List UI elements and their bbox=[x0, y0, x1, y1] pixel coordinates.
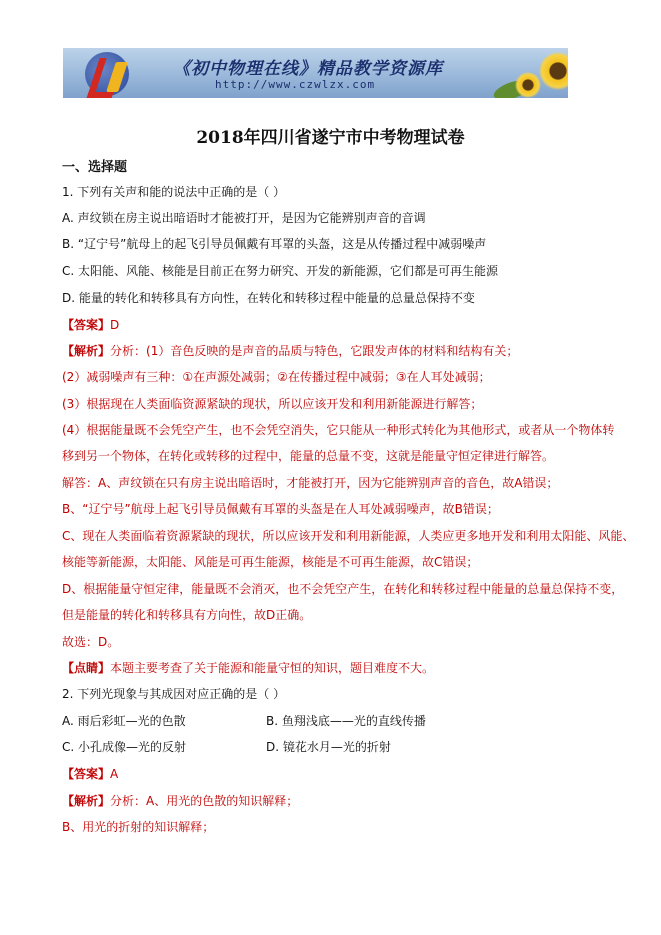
question-1-analysis-line: B、“辽宁号”航母上起飞引导员佩戴有耳罩的头盔是在人耳处减弱噪声，故B错误； bbox=[62, 502, 499, 516]
question-1-analysis-line: (4）根据能量既不会凭空产生，也不会凭空消失，它只能从一种形式转化为其他形式，或者从一个物体转 bbox=[62, 423, 615, 437]
answer-value: A bbox=[110, 767, 119, 781]
question-1-analysis-line: 解答：A、声纹锁在只有房主说出暗语时，才能被打开，因为它能辨别声音的音色，故A错误； bbox=[62, 476, 559, 490]
question-1-stem: 1. 下列有关声和能的说法中正确的是（ ） bbox=[62, 185, 286, 199]
question-2-option-a: A. 雨后彩虹—光的色散 bbox=[62, 714, 186, 728]
banner-title: 《初中物理在线》精品教学资源库 bbox=[173, 59, 443, 79]
section-heading: 一、选择题 bbox=[62, 160, 128, 175]
document-title: 2018年四川省遂宁市中考物理试卷 bbox=[196, 128, 465, 148]
question-2-stem: 2. 下列光现象与其成因对应正确的是（ ） bbox=[62, 687, 286, 701]
question-1-analysis-line: (3）根据现在人类面临资源紧缺的现状，所以应该开发和利用新能源进行解答； bbox=[62, 397, 483, 411]
question-1-option-d: D. 能量的转化和转移具有方向性，在转化和转移过程中能量的总量总保持不变 bbox=[62, 291, 475, 305]
question-2-option-d: D. 镜花水月—光的折射 bbox=[266, 740, 391, 754]
analysis-text: 分析：(1）音色反映的是声音的品质与特色，它跟发声体的材料和结构有关； bbox=[110, 344, 519, 358]
question-1-analysis-line: 移到另一个物体，在转化或转移的过程中，能量的总量不变，这就是能量守恒定律进行解答。 bbox=[62, 449, 555, 463]
question-1-option-c: C. 太阳能、风能、核能是目前正在努力研究、开发的新能源，它们都是可再生能源 bbox=[62, 264, 499, 278]
question-1-analysis-line: D、根据能量守恒定律，能量既不会消灭，也不会凭空产生，在转化和转移过程中能量的总量总保持不变， bbox=[62, 582, 624, 596]
question-1-analysis-line: 故选：D。 bbox=[62, 635, 120, 649]
question-1-analysis-line bbox=[62, 344, 518, 358]
question-2-answer bbox=[62, 767, 118, 781]
banner-url: http://www.czwlzx.com bbox=[215, 78, 376, 91]
analysis-label: 【解析】 bbox=[62, 794, 111, 808]
analysis-label: 【解析】 bbox=[62, 344, 111, 358]
answer-value: D bbox=[110, 318, 120, 332]
answer-label: 【答案】 bbox=[62, 767, 111, 781]
header-banner bbox=[63, 48, 568, 98]
question-1-option-a: A. 声纹锁在房主说出暗语时才能被打开，是因为它能辨别声音的音调 bbox=[62, 211, 426, 225]
question-1-option-b: B. “辽宁号”航母上的起飞引导员佩戴有耳罩的头盔，这是从传播过程中减弱噪声 bbox=[62, 237, 487, 251]
comment-text: 本题主要考查了关于能源和能量守恒的知识，题目难度不大。 bbox=[110, 661, 435, 675]
question-2-analysis-line: B、用光的折射的知识解释； bbox=[62, 820, 215, 834]
question-1-analysis-line: 核能等新能源，太阳能、风能是可再生能源，核能是不可再生能源，故C错误； bbox=[62, 555, 479, 569]
analysis-text: 分析：A、用光的色散的知识解释； bbox=[110, 794, 299, 808]
question-2-analysis-line bbox=[62, 794, 298, 808]
question-1-analysis-line: 但是能量的转化和转移具有方向性，故D正确。 bbox=[62, 608, 312, 622]
question-2-option-c: C. 小孔成像—光的反射 bbox=[62, 740, 187, 754]
answer-label: 【答案】 bbox=[62, 318, 111, 332]
question-2-option-b: B. 鱼翔浅底——光的直线传播 bbox=[266, 714, 426, 728]
question-1-comment bbox=[62, 661, 434, 675]
question-2-options-row-2 bbox=[62, 740, 582, 754]
sunflower-small-decoration bbox=[515, 72, 541, 98]
comment-label: 【点睛】 bbox=[62, 661, 111, 675]
question-1-analysis-line: (2）减弱噪声有三种：①在声源处减弱；②在传播过程中减弱；③在人耳处减弱； bbox=[62, 370, 491, 384]
sunflower-decoration bbox=[539, 52, 568, 90]
question-1-analysis-line: C、现在人类面临着资源紧缺的现状，所以应该开发和利用新能源，人类应更多地开发和利用太阳能、风能、 bbox=[62, 529, 635, 543]
question-2-options-row-1 bbox=[62, 714, 582, 728]
question-1-answer bbox=[62, 318, 119, 332]
